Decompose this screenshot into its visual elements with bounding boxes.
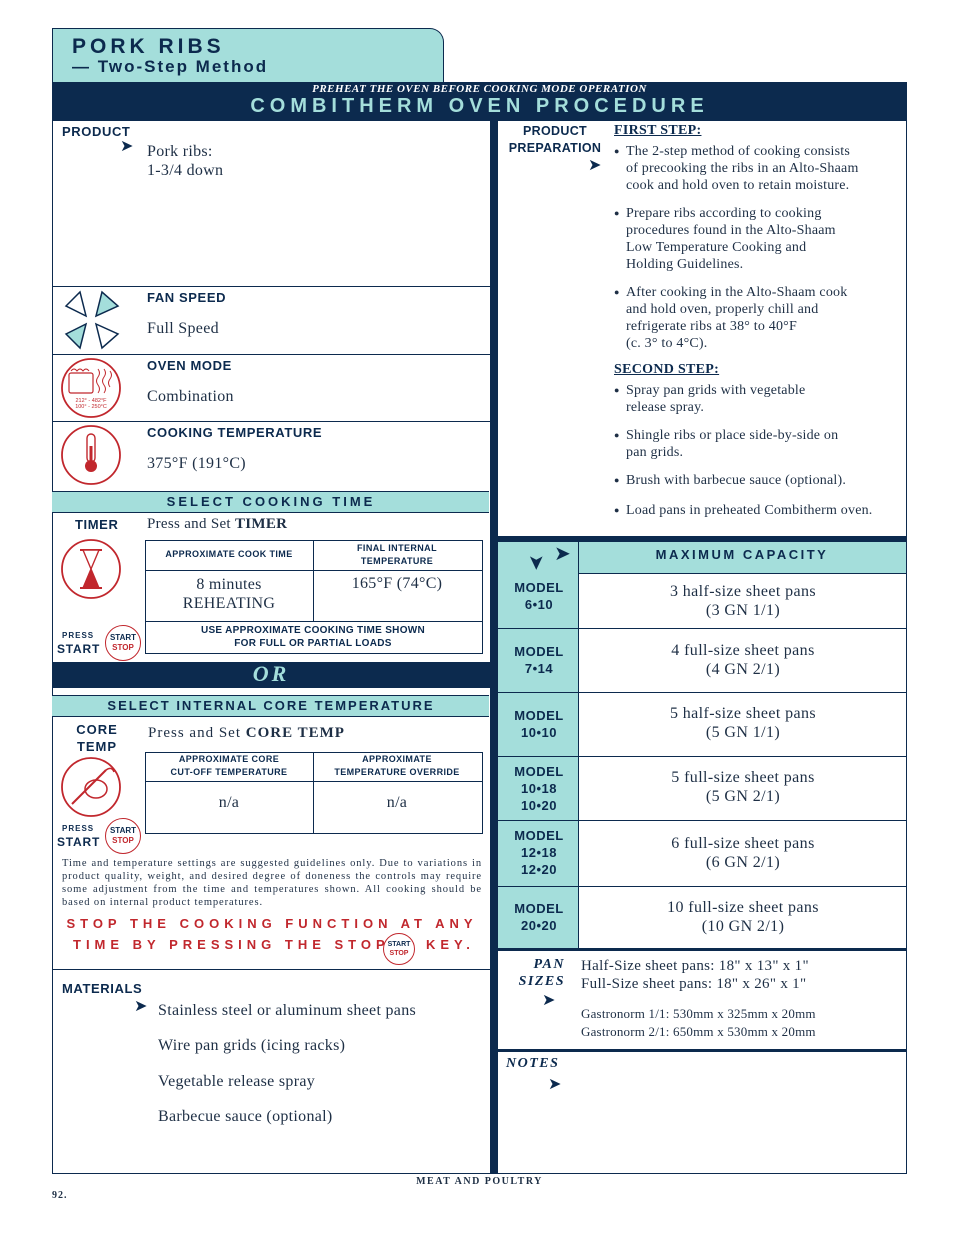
temp-override-value: n/a (386, 794, 408, 811)
material-item: Wire pan grids (icing racks) (158, 1037, 346, 1054)
capacity-line2: (4 GN 2/1) (705, 661, 781, 678)
prep-bullet (626, 472, 846, 489)
bullet-line: of precooking the ribs in an Alto-Shaam (626, 161, 859, 176)
model-number: 10•20 (521, 798, 557, 813)
model-number: 10•18 (521, 781, 557, 796)
capacity-line2: (5 GN 1/1) (705, 724, 781, 741)
stop-note-line2a: TIME BY PRESSING THE STOP (73, 937, 390, 952)
second-step-heading: SECOND STEP: (614, 362, 720, 377)
stop-key-stop-text: STOP (389, 950, 409, 957)
use-approx-note (145, 624, 481, 650)
bullet-line: ● The 2-step method of cooking consists (626, 144, 850, 159)
pan-half-size: Half-Size sheet pans: 18" x 13" x 1" (581, 958, 809, 974)
capacity-cell (580, 704, 906, 742)
bullet-line: Low Temperature Cooking and (626, 240, 807, 255)
bullet-line: release spray. (626, 400, 705, 415)
hourglass-icon (58, 538, 124, 600)
cooking-temperature-label: COOKING TEMPERATURE (147, 425, 323, 440)
bullet-line: ● Brush with barbecue sauce (optional). (626, 473, 847, 488)
arrow-icon: ➤ (120, 138, 134, 155)
model-number: 20•20 (521, 918, 557, 933)
notes-top-rule (498, 1049, 907, 1052)
model-number: 6•10 (524, 597, 554, 612)
model-number: 12•18 (521, 845, 557, 860)
start-label: START (57, 835, 101, 849)
model-number: 12•20 (521, 862, 557, 877)
stop-key-icon (383, 933, 415, 965)
core-col1-line1: APPROXIMATE CORE (178, 754, 280, 764)
prep-bullet (626, 205, 836, 273)
notes-label: NOTES (506, 1056, 560, 1071)
combination-mode-icon (58, 357, 124, 419)
fan-speed-icon (60, 290, 124, 350)
prep-bullet (626, 502, 873, 519)
model-cell (500, 900, 578, 934)
bullet-line: pan grids. (626, 445, 684, 460)
product-value-line1: Pork ribs: (147, 143, 213, 160)
oven-mode-label: OVEN MODE (147, 358, 232, 373)
model-number: 10•10 (521, 725, 557, 740)
cook-time-col-header: APPROXIMATE COOK TIME (165, 549, 293, 559)
capacity-line1: 4 full-size sheet pans (671, 642, 815, 659)
center-divider (490, 120, 498, 1173)
start-stop-start-text: START (109, 826, 137, 835)
capacity-row-divider (498, 886, 906, 887)
table-divider (145, 621, 482, 622)
arrow-icon: ➤ (554, 543, 571, 565)
press-set-prefix: Press and Set (148, 725, 241, 741)
procedure-title: COMBITHERM OVEN PROCEDURE (250, 95, 709, 117)
capacity-cell (580, 768, 906, 806)
bullet-line: (c. 3° to 4°C). (626, 336, 708, 351)
capacity-cell (580, 641, 906, 679)
capacity-cell (580, 898, 906, 936)
capacity-row-divider (498, 820, 906, 821)
gastronorm-2-1: Gastronorm 2/1: 650mm x 530mm x 20mm (581, 1024, 816, 1039)
core-label-line2: TEMP (76, 739, 118, 754)
start-stop-button[interactable] (105, 818, 141, 854)
preparation-label (500, 123, 610, 157)
bullet-line: ● Prepare ribs according to cooking (626, 206, 822, 221)
core-probe-icon (58, 756, 124, 818)
use-note-line1: USE APPROXIMATE COOKING TIME SHOWN (200, 625, 426, 636)
table-divider (145, 570, 482, 571)
core-col2-line1: APPROXIMATE (362, 754, 432, 764)
material-item: Vegetable release spray (158, 1073, 316, 1090)
bullet-line: procedures found in the Alto-Shaam (626, 223, 836, 238)
temp-override-col-header (313, 753, 481, 779)
thermometer-icon (58, 424, 124, 486)
bullet-line: ● Load pans in preheated Combitherm oven. (626, 503, 873, 518)
bullet-line: ● After cooking in the Alto-Shaam cook (626, 285, 848, 300)
core-temp-label (62, 721, 132, 755)
model-word: MODEL (514, 901, 564, 916)
use-note-line2: FOR FULL OR PARTIAL LOADS (234, 638, 392, 649)
model-word: MODEL (514, 644, 564, 659)
fan-speed-value: Full Speed (147, 320, 219, 337)
core-col2-line2: TEMPERATURE OVERRIDE (334, 767, 460, 777)
pan-full-size: Full-Size sheet pans: 18" x 26" x 1" (581, 976, 807, 992)
or-label: OR (252, 661, 290, 686)
cook-time-line2: REHEATING (182, 595, 276, 612)
capacity-line1: 5 full-size sheet pans (671, 769, 815, 786)
model-cell (500, 579, 578, 613)
disclaimer-text: Time and temperature settings are suggested guidelines only. Due to variations in product quality, weight, and desired degree of doneness the controls may require some adjustment from the time and temperatures shown. All cooking should be based on internal product temperatures. (62, 858, 482, 908)
model-cell (500, 827, 578, 878)
core-cutoff-col-header (145, 753, 313, 779)
page-number: 92. (52, 1190, 68, 1201)
product-value-line2: 1-3/4 down (147, 162, 224, 179)
bullet-line: Holding Guidelines. (626, 257, 744, 272)
cooking-temperature-value: 375°F (191°C) (147, 455, 246, 472)
pan-label-line1: PAN (533, 957, 565, 972)
press-set-core (148, 725, 345, 742)
arrow-icon: ➤ (588, 157, 602, 174)
oven-mode-value: Combination (147, 388, 234, 405)
prep-label-line2: PREPARATION (508, 141, 602, 155)
model-word: MODEL (514, 764, 564, 779)
core-col1-line2: CUT-OFF TEMPERATURE (170, 767, 288, 777)
press-set-prefix: Press and Set (147, 516, 231, 532)
divider (52, 421, 490, 422)
arrow-icon: ➤ (548, 1076, 562, 1093)
capacity-header: MAXIMUM CAPACITY (655, 547, 829, 562)
press-label: PRESS (62, 824, 95, 833)
material-item: Barbecue sauce (optional) (158, 1108, 333, 1125)
start-stop-button[interactable] (105, 625, 141, 661)
model-word: MODEL (514, 828, 564, 843)
stop-note-line2b: KEY. (426, 937, 475, 952)
prep-bullet (626, 382, 805, 416)
final-temp-value: 165°F (74°C) (351, 575, 443, 592)
capacity-row-divider (498, 756, 906, 757)
model-number: 7•14 (524, 661, 554, 676)
mode-icon-text-f: 212° - 482°F (75, 398, 107, 404)
table-divider (145, 781, 482, 782)
prep-bullet (626, 427, 838, 461)
product-label: PRODUCT (62, 124, 131, 139)
capacity-row-divider (498, 628, 906, 629)
material-item: Stainless steel or aluminum sheet pans (158, 1002, 417, 1019)
final-temp-col-header (313, 542, 481, 568)
cook-time-value (145, 575, 313, 613)
capacity-cell (580, 834, 906, 872)
final-temp-header-line2: TEMPERATURE (360, 556, 434, 566)
press-set-key: TIMER (234, 516, 288, 532)
start-label: START (57, 642, 101, 656)
model-word: MODEL (514, 708, 564, 723)
divider (52, 969, 490, 970)
capacity-line2: (6 GN 2/1) (705, 854, 781, 871)
capacity-line2: (3 GN 1/1) (705, 602, 781, 619)
final-temp-header-line1: FINAL INTERNAL (357, 543, 437, 553)
prep-bullet (626, 284, 847, 352)
select-time-header: SELECT COOKING TIME (166, 494, 376, 509)
divider (52, 354, 490, 355)
fan-speed-label: FAN SPEED (147, 290, 227, 305)
page-title: PORK RIBS (72, 35, 225, 58)
bullet-line: refrigerate ribs at 38° to 40°F (626, 319, 797, 334)
press-label: PRESS (62, 631, 95, 640)
arrow-icon: ➤ (542, 992, 556, 1009)
divider (52, 286, 490, 287)
timer-label: TIMER (75, 517, 119, 532)
footer-section: MEAT AND POULTRY (416, 1176, 543, 1187)
prep-bullet (626, 143, 859, 194)
chevron-down-icon: ➤ (524, 554, 547, 571)
core-cutoff-value: n/a (218, 794, 240, 811)
capacity-line1: 6 full-size sheet pans (671, 835, 815, 852)
mode-icon-text-c: 100° - 250°C (75, 404, 107, 410)
prep-label-line1: PRODUCT (523, 124, 587, 138)
bullet-line: ● Shingle ribs or place side-by-side on (626, 428, 839, 443)
start-stop-start-text: START (109, 633, 137, 642)
cook-time-line1: 8 minutes (196, 576, 262, 593)
start-stop-stop-text: STOP (112, 643, 134, 652)
stop-note-line1: STOP THE COOKING FUNCTION AT ANY (66, 916, 478, 931)
model-word: MODEL (514, 580, 564, 595)
stop-key-start-text: START (387, 941, 411, 948)
capacity-line2: (10 GN 2/1) (701, 918, 785, 935)
capacity-cell (580, 582, 906, 620)
first-step-heading: FIRST STEP: (614, 123, 702, 138)
model-cell (500, 707, 578, 741)
press-set-key: CORE TEMP (245, 725, 345, 741)
gastronorm-1-1: Gastronorm 1/1: 530mm x 325mm x 20mm (581, 1006, 816, 1021)
preheat-note: PREHEAT THE OVEN BEFORE COOKING MODE OPERATION (312, 83, 647, 95)
materials-label: MATERIALS (62, 981, 143, 996)
model-cell (500, 763, 578, 814)
page-subtitle: — Two-Step Method (72, 57, 269, 76)
bullet-line: ● Spray pan grids with vegetable (626, 383, 806, 398)
capacity-line2: (5 GN 2/1) (705, 788, 781, 805)
capacity-line1: 10 full-size sheet pans (667, 899, 819, 916)
arrow-icon: ➤ (134, 998, 148, 1015)
capacity-row-divider (498, 692, 906, 693)
core-label-line1: CORE (76, 722, 118, 737)
pan-sizes-label (505, 956, 565, 990)
capacity-line1: 3 half-size sheet pans (669, 583, 817, 600)
bullet-line: cook and hold oven to retain moisture. (626, 178, 850, 193)
model-cell (500, 643, 578, 677)
press-set-timer (147, 516, 287, 533)
pan-label-line2: SIZES (518, 974, 565, 989)
start-stop-stop-text: STOP (112, 836, 134, 845)
capacity-bottom-rule (498, 948, 907, 951)
bullet-line: and hold oven, properly chill and (626, 302, 819, 317)
capacity-column-divider (578, 542, 579, 948)
select-core-header: SELECT INTERNAL CORE TEMPERATURE (107, 698, 435, 713)
capacity-line1: 5 half-size sheet pans (669, 705, 817, 722)
